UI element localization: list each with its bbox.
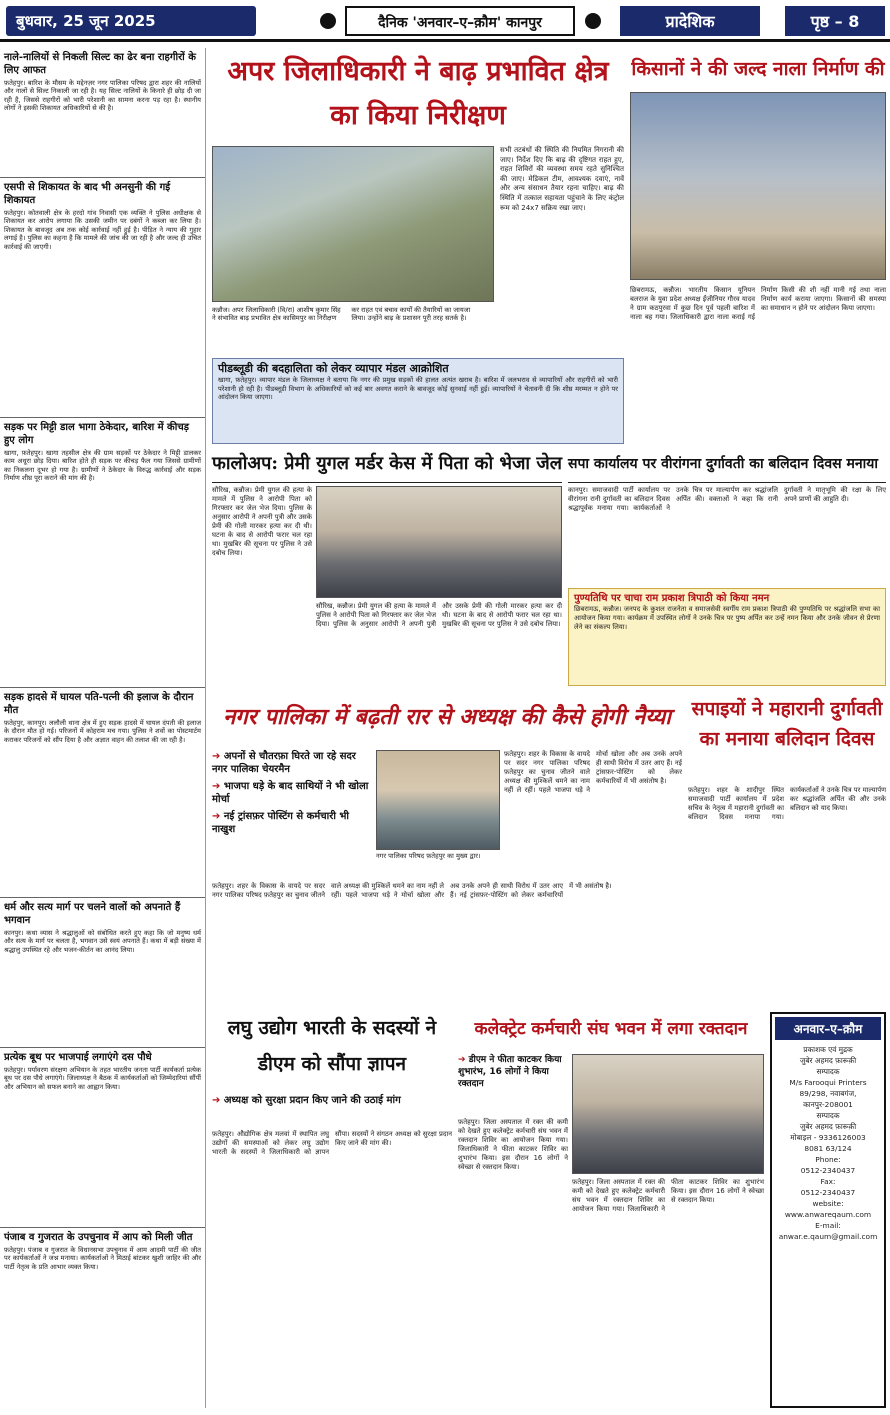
left-briefs-column xyxy=(0,48,206,1408)
arrow-icon: ➔ xyxy=(212,781,224,792)
brief-title: धर्म और सत्य मार्ग पर चलने वालों को अपनाते हैं भगवान xyxy=(4,902,181,926)
page-number: पृष्ठ – 8 xyxy=(785,6,885,36)
section-name: प्रादेशिक xyxy=(620,6,760,36)
imprint-line: 89/298, नवाबगंज, कानपुर-208001 xyxy=(799,1089,857,1109)
box-title: पुण्यतिथि पर चाचा राम प्रकाश त्रिपाठी को किया नमन xyxy=(574,593,770,604)
arrow-icon: ➔ xyxy=(458,1055,469,1065)
bullet-icon xyxy=(320,13,336,29)
brief-article xyxy=(0,178,205,418)
box-title: पीडब्लूडी की बदहालिता को लेकर व्यापार मंडल आक्रोशित xyxy=(218,362,449,375)
imprint-line: जुबेर अहमद फ़ारूक़ी xyxy=(799,1056,857,1065)
pwd-traders-box xyxy=(212,358,624,444)
brief-body: फ़तेहपुर। बारिश के मौसम के मद्देनज़र नगर पालिका परिषद द्वारा शहर की नालियों और नालों से सिल्ट निकाली जा रही है। यह सिल्ट नालियों के किनारे ही छोड़ दी जा रही है, जिससे राहगीरों को भारी परेशानी का सामना करना पड़ रहा है। स्थानीय लोगों ने इसकी शिकायत अधिकारियों से की है। xyxy=(4,79,201,113)
story5-photo xyxy=(376,750,500,850)
brief-body: फ़तेहपुर, कानपुर। ललौली थाना क्षेत्र में हुए सड़क हादसे में घायल दंपती की इलाज के दौरान मौत हो गई। परिजनों में कोहराम मच गया। पुलिस ने शवों का पोस्टमार्टम कराकर परिजनों को सौंप दिया है और अज्ञात वाहन की तलाश की जा रही है। xyxy=(4,719,201,744)
story3-body-lead: सौरिख, कन्नौज। प्रेमी युगल की हत्या के मामले में पुलिस ने आरोपी पिता को गिरफ्तार कर जेल भेज दिया। पुलिस के अनुसार आरोपी ने अपनी पुत्री और उसके प्रेमी की गोली मारकर हत्या कर दी थी। घटना के बाद से आरोपी फरार चल रहा था। मुखबिर की सूचना पर पुलिस ने उसे दबोच लिया। xyxy=(212,486,312,557)
imprint-lines xyxy=(775,1044,881,1242)
bullet-item: ➔ नई ट्रांसफ़र पोस्टिंग से कर्मचारी भी नाखुश xyxy=(212,811,350,835)
death-anniversary-box xyxy=(568,588,886,686)
story1-body: सभी तटबंधों की स्थिति की नियमित निगरानी की जाए। निर्देश दिए कि बाढ़ की दृष्टिगत राहत हुए, राहत शिविरों की व्यवस्था समय रहते सुनिश्चित की जाए। मेडिकल टीम, आवश्यक दवाएं, नावें और अन्य संसाधन तैयार रहना चाहिए। बाढ़ की स्थिति में तत्काल सहायता पहुंचाने के लिए कंट्रोल रूम को 24x7 सक्रिय रखा जाए। xyxy=(500,146,624,212)
brief-body: फ़तेहपुर। पर्यावरण संरक्षण अभियान के तहत भारतीय जनता पार्टी कार्यकर्ता प्रत्येक बूथ पर दस पौधे लगाएंगे। जिलाध्यक्ष ने बैठक में कार्यकर्ताओं को जिम्मेदारियां सौंपीं और अभियान को सफल बनाने का आह्वान किया। xyxy=(4,1066,201,1091)
brief-article xyxy=(0,418,205,688)
arrow-icon: ➔ xyxy=(212,751,224,762)
brief-title: नाले-नालियों से निकली सिल्ट का ढेर बना राहगीरों के लिए आफत xyxy=(4,52,196,76)
story8-photo xyxy=(572,1054,764,1174)
imprint-line: 0512-2340437 xyxy=(800,1188,856,1197)
story5-bullets xyxy=(212,750,372,878)
bullet-item: ➔ अपनों से चौतरफ़ा घिरते जा रहे सदर नगर पालिका चेयरमैन xyxy=(212,751,356,775)
story2-body: छिबरामऊ, कन्नौज। भारतीय किसान यूनियन बलराज के युवा प्रदेश अध्यक्ष ईंजीनियर गौरव यादव ने ग्राम कठपुरवा में कुछ दिन पूर्व पहली बारिश में नाला बह गया। जिलाधिकारी द्वारा नाला कराई गई निर्माण किसी की शी नहीं मानी गई तथा नाला निर्माण कार्य कराया जाएगा। किसानों की समस्या का समाधान न होने पर आंदोलन किया जाएगा। xyxy=(630,286,886,321)
divider xyxy=(212,482,562,483)
story8-headline: कलेक्ट्रेट कर्मचारी संघ भवन में लगा रक्तदान xyxy=(474,1019,748,1039)
brief-body: फ़तेहपुर। कोतवाली क्षेत्र के हरदो गांव निवासी एक व्यक्ति ने पुलिस अधीक्षक से शिकायत कर आरोप लगाया कि उसकी जमीन पर दबंगों ने कब्जा कर लिया है। शिकायत के बावजूद अब तक कोई कार्रवाई नहीं हुई है। पीड़ित ने न्याय की गुहार लगाई है। पुलिस का कहना है कि मामले की जांच की जा रही है और जल्द ही उचित कार्रवाई की जाएगी। xyxy=(4,209,201,251)
story1-caption: कन्नौज। अपर जिलाधिकारी (वि/रा) आशीष कुमार सिंह ने संभावित बाढ़ प्रभावित क्षेत्र कासिमपुर का निरीक्षण कर राहत एवं बचाव कार्यों की तैयारियों का जायजा लिया। उन्होंने बाढ़ के प्रशासन पूरी तरह सतर्क है। xyxy=(212,306,471,323)
story1-headline: अपर जिलाधिकारी ने बाढ़ प्रभावित क्षेत्र का किया निरीक्षण xyxy=(227,56,609,131)
imprint-line: Phone: xyxy=(815,1155,841,1164)
story8-body: फ़तेहपुर। जिला अस्पताल में रक्त की कमी को देखते हुए कलेक्ट्रेट कर्मचारी संघ भवन में रक्तदान शिविर का आयोजन किया गया। जिलाधिकारी ने फीता काटकर शिविर का शुभारंभ किया। इस दौरान 16 लोगों ने स्वेच्छा से रक्तदान किया। xyxy=(572,1178,764,1213)
brief-body: खागा, फ़तेहपुर। खागा तहसील क्षेत्र की ग्राम सड़कों पर ठेकेदार ने मिट्टी डालकर काम अधूरा छोड़ दिया। बारिश होते ही सड़क पर कीचड़ फैल गया जिससे ग्रामीणों का निकलना दूभर हो गया है। ग्रामीणों ने ठेकेदार के विरुद्ध कार्रवाई और सड़क निर्माण शीघ्र पूरा कराने की मांग की है। xyxy=(4,449,201,483)
imprint-line: M/s Farooqui Printers xyxy=(789,1078,867,1087)
brief-title: सड़क हादसे में घायल पति-पत्नी की इलाज के दौरान मौत xyxy=(4,692,194,716)
imprint-line: 0512-2340437 xyxy=(800,1166,856,1175)
brief-article xyxy=(0,48,205,178)
brief-title: पंजाब व गुजरात के उपचुनाव में आप को मिली जीत xyxy=(4,1232,193,1243)
story5-caption: नगर पालिका परिषद फ़तेहपुर का मुख्य द्वार। xyxy=(376,852,481,860)
bullet-icon xyxy=(585,13,601,29)
masthead xyxy=(0,0,890,42)
imprint-line: मोबाइल - 9336126003 xyxy=(790,1133,866,1142)
imprint-line: सम्पादक xyxy=(816,1111,840,1120)
imprint-line: 8081 63/124 xyxy=(804,1144,852,1153)
imprint-line: प्रकाशक एवं मुद्रक xyxy=(803,1045,853,1054)
story5-body-right: फ़तेहपुर। शहर के विकास के वायदे पर सदर नगर पालिका परिषद फ़तेहपुर का चुनाव जीतने वाले अध्यक्ष की मुश्किलें थमने का नाम नहीं ले रहीं। पहले भाजपा धड़े ने मोर्चा खोला और अब उनके अपने ही साथी विरोध में उतर आए हैं। नई ट्रांसफ़र-पोस्टिंग को लेकर कर्मचारियों में भी असंतोष है। xyxy=(504,750,682,794)
brief-article xyxy=(0,898,205,1048)
imprint-box xyxy=(770,1012,886,1408)
divider xyxy=(568,482,886,483)
story3-photo xyxy=(316,486,562,598)
imprint-line: website: xyxy=(812,1199,844,1208)
story6-headline: सपाइयों ने महारानी दुर्गावती का मनाया बलिदान दिवस xyxy=(691,698,883,750)
imprint-title: अनवार–ए–क़ौम xyxy=(775,1017,881,1040)
box-body: खागा, फ़तेहपुर। व्यापार मंडल के जिलाध्यक्ष ने बताया कि नगर की प्रमुख सड़कों की हालत अत्यंत खराब है। बारिश में जलभराव से व्यापारियों और राहगीरों को भारी परेशानी हो रही है। पीडब्लूडी विभाग के अधिकारियों को कई बार अवगत कराने के बावजूद कोई सुनवाई नहीं हुई। व्यापारियों ने चेतावनी दी कि शीघ्र मरम्मत न होने पर आंदोलन किया जाएगा। xyxy=(218,376,618,402)
arrow-icon: ➔ xyxy=(212,811,224,822)
brief-body: फ़तेहपुर। पंजाब व गुजरात के विधानसभा उपचुनाव में आम आदमी पार्टी की जीत पर कार्यकर्ताओं ने जश्न मनाया। कार्यकर्ताओं ने मिठाई बांटकर खुशी जाहिर की और पार्टी नेतृत्व के प्रति आभार व्यक्त किया। xyxy=(4,1246,201,1271)
story4-body: कानपुर। समाजवादी पार्टी कार्यालय पर वीरांगना रानी दुर्गावती का बलिदान दिवस श्रद्धापूर्वक मनाया गया। कार्यकर्ताओं ने उनके चित्र पर माल्यार्पण कर श्रद्धांजलि अर्पित की। वक्ताओं ने कहा कि रानी दुर्गावती ने मातृभूमि की रक्षा के लिए अपने प्राणों की आहुति दी। xyxy=(568,486,886,512)
imprint-line: anwar.e.qaum@gmail.com xyxy=(778,1232,878,1241)
bullet-item: ➔ भाजपा धड़े के बाद साथियों ने भी खोला मोर्चा xyxy=(212,781,369,805)
story5-headline: नगर पालिका में बढ़ती रार से अध्यक्ष की कैसे होगी नैय्या xyxy=(223,704,671,730)
imprint-line: E-mail: xyxy=(815,1221,841,1230)
brief-title: प्रत्येक बूथ पर भाजपाई लगाएंगे दस पौधे xyxy=(4,1052,152,1063)
paper-name: दैनिक 'अनवार–ए–क़ौम' कानपुर xyxy=(345,6,575,36)
imprint-line: सम्पादक xyxy=(816,1067,840,1076)
story7-body: फ़तेहपुर। औद्योगिक क्षेत्र मलवां में स्थापित लघु उद्योगों की समस्याओं को लेकर लघु उद्योग भारती के सदस्यों ने जिलाधिकारी को ज्ञापन सौंपा। सदस्यों ने संगठन अध्यक्ष को सुरक्षा प्रदान किए जाने की मांग की। xyxy=(212,1130,452,1156)
brief-title: एसपी से शिकायत के बाद भी अनसुनी की गई शिकायत xyxy=(4,182,171,206)
story6-body: फ़तेहपुर। शहर के शादीपुर स्थित समाजवादी पार्टी कार्यालय में प्रदेश सचिव के नेतृत्व में महारानी दुर्गावती का बलिदान दिवस मनाया गया। कार्यकर्ताओं ने उनके चित्र पर माल्यार्पण कर श्रद्धांजलि अर्पित की और उनके बलिदान को याद किया। xyxy=(688,786,886,821)
story2-headline: किसानों ने की जल्द नाला निर्माण की xyxy=(631,58,885,80)
story3-headline: फालोअप: प्रेमी युगल मर्डर केस में पिता को भेजा जेल xyxy=(212,453,562,474)
box-body: छिबरामऊ, कन्नौज। जनपद के कुशल राजनेता व समाजसेवी स्वर्गीय राम प्रकाश त्रिपाठी की पुण्यतिथि पर श्रद्धांजलि सभा का आयोजन किया गया। कार्यक्रम में उपस्थित लोगों ने उनके चित्र पर पुष्प अर्पित कर उन्हें नमन किया और उनके जीवन से प्रेरणा लेने का संकल्प लिया। xyxy=(574,605,880,631)
imprint-line: Fax: xyxy=(820,1177,836,1186)
story8-body-lead: फ़तेहपुर। जिला अस्पताल में रक्त की कमी को देखते हुए कलेक्ट्रेट कर्मचारी संघ भवन में रक्तदान शिविर का आयोजन किया गया। जिलाधिकारी ने फीता काटकर शिविर का शुभारंभ किया। इस दौरान 16 लोगों ने स्वेच्छा से रक्तदान किया। xyxy=(458,1118,568,1171)
imprint-line: www.anwareqaum.com xyxy=(784,1210,872,1219)
brief-article xyxy=(0,688,205,898)
story2-photo xyxy=(630,92,886,280)
brief-body: कानपुर। कथा व्यास ने श्रद्धालुओं को संबोधित करते हुए कहा कि जो मनुष्य धर्म और सत्य के मार्ग पर चलता है, भगवान उसे स्वयं अपनाते हैं। कथा में बड़ी संख्या में श्रद्धालु उपस्थित रहे और भजन-कीर्तन का आनंद लिया। xyxy=(4,929,201,954)
story5-body: फ़तेहपुर। शहर के विकास के वायदे पर सदर नगर पालिका परिषद फ़तेहपुर का चुनाव जीतने वाले अध्यक्ष की मुश्किलें थमने का नाम नहीं ले रहीं। पहले भाजपा धड़े ने मोर्चा खोला और अब उनके अपने ही साथी विरोध में उतर आए हैं। नई ट्रांसफ़र-पोस्टिंग को लेकर कर्मचारियों में भी असंतोष है। xyxy=(212,882,612,899)
story1-photo xyxy=(212,146,494,302)
imprint-line: जुबेर अहमद फ़ारूक़ी xyxy=(799,1122,857,1131)
issue-date: बुधवार, 25 जून 2025 xyxy=(6,6,256,36)
story8-sub: ➔ डीएम ने फीता काटकर किया शुभारंभ, 16 लोगों ने किया रक्तदान xyxy=(458,1055,562,1089)
brief-article xyxy=(0,1228,205,1398)
brief-article xyxy=(0,1048,205,1228)
story7-sub: ➔ अध्यक्ष को सुरक्षा प्रदान किए जाने की उठाई मांग xyxy=(212,1095,401,1106)
story3-body: सौरिख, कन्नौज। प्रेमी युगल की हत्या के मामले में पुलिस ने आरोपी पिता को गिरफ्तार कर जेल भेज दिया। पुलिस के अनुसार आरोपी ने अपनी पुत्री और उसके प्रेमी की गोली मारकर हत्या कर दी थी। घटना के बाद से आरोपी फरार चल रहा था। मुखबिर की सूचना पर पुलिस ने उसे दबोच लिया। xyxy=(316,602,562,628)
story7-headline: लघु उद्योग भारती के सदस्यों ने डीएम को सौंपा ज्ञापन xyxy=(227,1017,437,1075)
arrow-icon: ➔ xyxy=(212,1095,224,1106)
brief-title: सड़क पर मिट्टी डाल भागा ठेकेदार, बारिश में कीचड़ हुए लोग xyxy=(4,422,190,446)
story4-headline: सपा कार्यालय पर वीरांगना दुर्गावती का बलिदान दिवस मनाया xyxy=(568,456,878,472)
